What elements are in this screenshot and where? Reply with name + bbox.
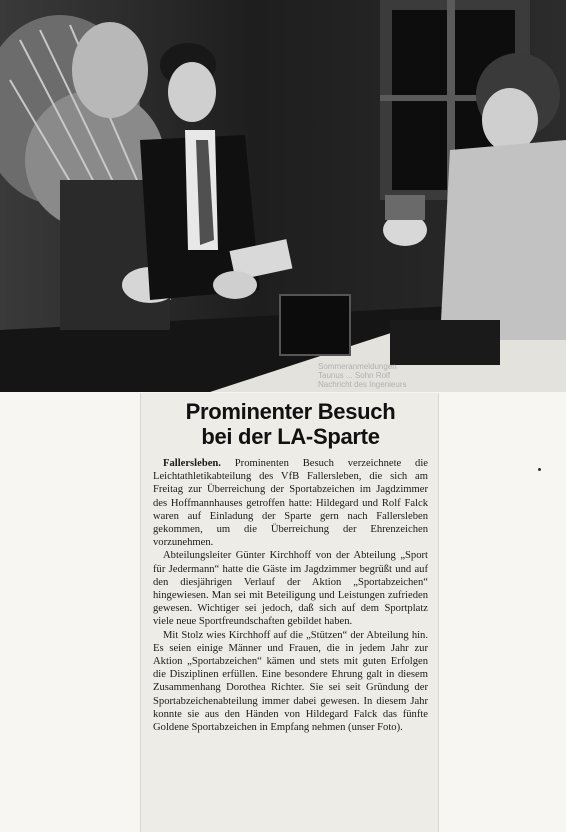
article-body xyxy=(153,457,428,734)
bleed-line: Nachricht des Ingenieurs xyxy=(318,380,407,389)
ink-spot xyxy=(538,468,541,471)
bleed-line: Sommeranmeldungen xyxy=(318,362,397,371)
headline-line-2: bei der LA-Sparte xyxy=(201,424,380,449)
paragraph-2: Abteilungsleiter Günter Kirchhoff von der Abteilung „Sport für Jedermann“ hatte die Gäste im Jagdzimmer begrüßt und auf den diesjährigen Verlauf der Aktion „Sportabzeichen“ hingewiesen. Man sei mit Beteiligung und Leistungen zufrieden gewesen. Wichtiger sei jedoch, daß sich auf dem Sportplatz viele neue Sportfreundschaften gebildet haben. xyxy=(153,550,428,628)
paragraph-1 xyxy=(153,457,428,549)
news-article xyxy=(140,393,439,832)
paragraph-1-text: Prominenten Besuch verzeichnete die Leichtathletikabteilung des VfB Fallersleben, die sich am Freitag zur Überreichung der Sportabzeichen im Jagdzimmer des Hoffmannhauses getroffen hatte: Hildegard und Rolf Falck waren auf Einladung der Sparte gern nach Fallersleben gekommen, um die Überreichung der Ehrenzeichen vorzunehmen. xyxy=(153,458,428,549)
bleed-line: Taunus ... Sohn Rolf xyxy=(318,371,391,380)
bleed-through-text xyxy=(318,362,458,389)
photo-illustration xyxy=(0,0,566,392)
news-photo xyxy=(0,0,566,392)
dateline: Fallersleben. xyxy=(163,458,221,469)
headline-line-1: Prominenter Besuch xyxy=(185,399,396,424)
article-headline xyxy=(153,399,428,449)
paragraph-3: Mit Stolz wies Kirchhoff auf die „Stützen“ der Abteilung hin. Es seien einige Männer und Frauen, die in jedem Jahr zur Aktion „Sportabzeichen“ kämen und stets mit guten Erfolgen die Disziplinen erfüllen. Eine besondere Ehrung galt in diesem Zusammenhang Dorothea Richter. Sie sei seit Gründung der Sportabzeichenabteilung immer dabei gewesen. In diesem Jahr konnte sie aus den Händen von Hildegard Falck das fünfte Goldene Sportabzeichen in Empfang nehmen (unser Foto). xyxy=(153,629,428,734)
